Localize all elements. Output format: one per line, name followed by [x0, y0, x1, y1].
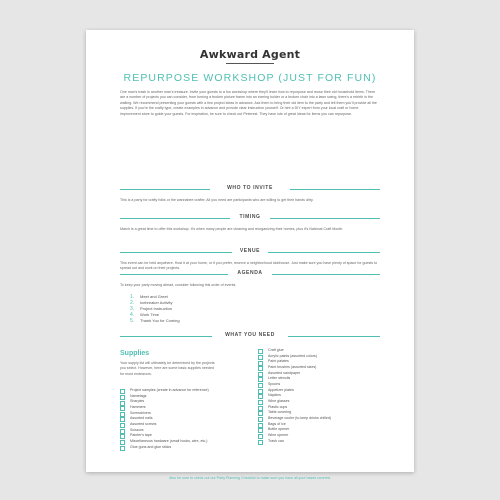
- checklist-label: Wine glasses: [268, 398, 290, 403]
- supplies-note: Your supply list will ultimately be determined by the projects you select. However, here are some basic supplies needed for most endeavors.: [120, 361, 215, 376]
- section-heading-who: [120, 185, 380, 193]
- agenda-number: 4.: [130, 312, 135, 318]
- section-heading-need: [120, 332, 380, 340]
- heading-rule-right: [272, 274, 380, 275]
- checklist-item[interactable]: [258, 439, 331, 445]
- section-heading-label: WHAT YOU NEED: [225, 332, 275, 338]
- brand-logo: Awkward Agent: [199, 48, 301, 61]
- heading-rule-right: [290, 189, 380, 190]
- checklist-label: Screwdrivers: [130, 410, 151, 415]
- checklist-label: Letter stencils: [268, 376, 291, 381]
- section-heading-timing: [120, 214, 380, 222]
- who-paragraph: This is a party for crafty folks or the wannabee crafter. All you need are participants who are willing to get their hands dirty.: [120, 198, 314, 202]
- footer-note[interactable]: Also be sure to check out our Party Planning Checklist to make sure you have all your bases covered.: [169, 476, 331, 480]
- checklist-label: Table covering: [268, 410, 292, 415]
- checklist-label: Beverage cooler (to keep drinks chilled): [268, 415, 332, 420]
- document-page: [86, 30, 414, 480]
- checklist-label: Assorted nails: [130, 416, 153, 421]
- section-heading-label: AGENDA: [237, 270, 263, 276]
- checklist-label: Project samples (create in advance for reference): [130, 388, 209, 392]
- agenda-paragraph: To keep your party moving ahead, consider following this order of events.: [120, 283, 237, 287]
- checklist-label: Bottle opener: [268, 427, 290, 432]
- checklist-label: Napkins: [268, 393, 281, 398]
- section-heading-agenda: [120, 270, 380, 278]
- section-heading-venue: [120, 248, 380, 256]
- heading-rule-right: [288, 336, 380, 337]
- heading-rule-right: [270, 218, 380, 219]
- agenda-label: Meet and Greet: [140, 294, 168, 299]
- checklist-label: Plastic cups: [268, 404, 288, 409]
- agenda-number: 5.: [130, 318, 135, 324]
- checkbox-icon[interactable]: [258, 440, 263, 445]
- checklist-label: Painter's tape: [130, 433, 152, 438]
- page-title: REPURPOSE WORKSHOP (JUST FOR FUN): [123, 72, 377, 84]
- agenda-label: Icebreaker Activity: [140, 300, 173, 305]
- heading-rule-right: [268, 252, 380, 253]
- checklist-label: Assorted screws: [130, 421, 157, 426]
- section-heading-label: VENUE: [239, 248, 261, 254]
- venue-paragraph: This event can be held anywhere. Host it at your home, or if you prefer, reserve a neighborhood clubhouse. Just make sure you have plenty of space for guests to spread out and work on their projects.: [120, 261, 378, 271]
- checklist-label: Appetizer plates: [268, 387, 294, 392]
- section-heading-label: WHO TO INVITE: [227, 185, 273, 191]
- checklist-label: Craft glue: [268, 348, 284, 352]
- intro-paragraph: One man's trash is another man's treasure. Invite your guests to a fun workshop where they'll learn how to repurpose and reuse their old household items. There are a number of projects you can consider, from turning a broken picture frame into an earring holder or a broken chair into a lawn swing, there's a rebirth in the waiting. We recommend presenting your guests with a few project ideas in advance. Ask them to bring their old item to the party and tell them you'll provide all the supplies. If you're the crafty type, create examples in advance and provide clear instruction yourself. Or hire a DIY expert from your local craft or home improvement store to guide your guests. For inspiration, be sure to check out Pinterest. They have lots of great ideas for items you can repurpose.: [120, 90, 377, 116]
- checklist-label: Assorted sandpaper: [268, 370, 301, 375]
- checklist-label: Trash can: [268, 438, 284, 443]
- checklist-label: Scissors: [130, 427, 144, 432]
- agenda-label: Thank You for Coming: [140, 318, 180, 323]
- agenda-label: Work Time: [140, 312, 160, 317]
- section-heading-label: TIMING: [239, 214, 261, 220]
- checklist-label: Paint palates: [268, 359, 289, 364]
- checklist-label: Sharpies: [130, 399, 145, 404]
- agenda-number: 3.: [130, 306, 135, 312]
- agenda-list: [130, 294, 180, 324]
- checklist-label: Spoons: [268, 381, 281, 386]
- checklist-label: Miscellaneous hardware (small hooks, wire, etc.): [130, 438, 208, 443]
- checklist-label: Nametags: [130, 393, 147, 398]
- checklist-item[interactable]: [120, 445, 209, 451]
- checkbox-icon[interactable]: [120, 446, 125, 451]
- checklist-label: Bags of ice: [268, 421, 286, 426]
- checklist-label: Wine opener: [268, 432, 289, 437]
- agenda-number: 2.: [130, 300, 135, 306]
- agenda-label: Project Instruction: [140, 306, 173, 311]
- checklist-label: Glue guns and glue sticks: [130, 444, 172, 449]
- checklist-label: Hammers: [130, 404, 146, 409]
- timing-paragraph: March is a great time to offer this workshop. It's when many people are cleaning and reorganizing their homes, plus it's National Craft Month.: [120, 227, 344, 231]
- checklist-label: Paint brushes (assorted sizes): [268, 364, 317, 369]
- agenda-item: [130, 318, 180, 324]
- supplies-checklist-left: [120, 388, 209, 450]
- agenda-number: 1.: [130, 294, 135, 300]
- supplies-checklist-right: [258, 348, 331, 444]
- supplies-title: Supplies: [120, 350, 150, 357]
- checklist-label: Acrylic paints (assorted colors): [268, 353, 317, 358]
- brand-underline: [226, 63, 274, 64]
